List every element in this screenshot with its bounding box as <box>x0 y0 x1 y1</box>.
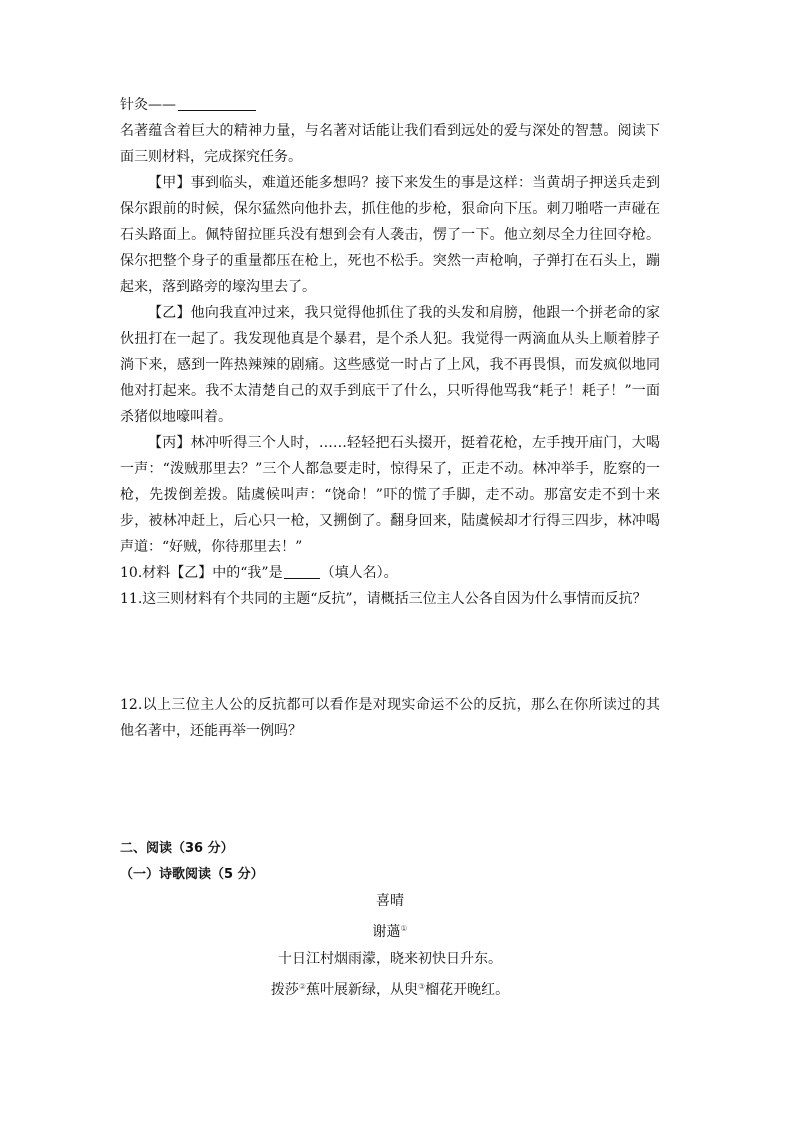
material-yi: 【乙】他向我直冲过来，我只觉得他抓住了我的头发和肩膀，他跟一个拼老命的家伙扭打在一起了。我发现他真是个暴君，是个杀人犯。我觉得一两滴血从头上顺着脖子淌下来，感到一阵热辣辣的剧痛。这些感觉一时占了上风，我不再畏惧，而发疯似地同他对打起来。我不太清楚自己的双手到底干了什么，只听得他骂我“耗子！耗子！”一面杀猪似地嚎叫着。 <box>120 305 660 425</box>
fill-blank-label: 针灸—— <box>120 97 176 113</box>
poem-title: 喜晴 <box>376 893 404 909</box>
poem-line-1: 十日江村烟雨濛，晓来初快日升东。 <box>278 951 502 967</box>
poem-line-2-part-b: 蕉叶展新绿，从臾 <box>306 982 418 998</box>
section-heading: 二、阅读（36 分） <box>120 841 234 856</box>
poem-author-line <box>120 915 660 946</box>
document-page <box>120 92 660 1004</box>
answer-blank[interactable] <box>178 96 256 111</box>
material-bing: 【丙】林冲听得三个人时，……轻轻把石头掇开，挺着花枪，左手拽开庙门，大喝一声：“泼贼那里去？”三个人都急要走时，惊得呆了，正走不动。林冲举手，肐察的一枪，先拨倒差拨。陆虞候叫声：“饶命！”吓的慌了手脚，走不动。那富安走不到十来步，被林冲赶上，后心只一枪，又搠倒了。翻身回来，陆虞候却才行得三四步，林冲喝声道：“好贼，你待那里去！” <box>120 435 660 555</box>
poem-block <box>120 888 660 1004</box>
section-subheading: （一）诗歌阅读（5 分） <box>120 867 264 882</box>
footnote-marker: ① <box>400 924 408 933</box>
fill-blank-line <box>120 92 660 118</box>
poem-line-2 <box>120 973 660 1004</box>
footnote-marker: ② <box>298 982 306 991</box>
question-11: 11.这三则材料有个共同的主题“反抗”，请概括三位主人公各自因为什么事情而反抗？ <box>120 591 647 607</box>
question-12-answer-space[interactable] <box>120 744 660 836</box>
question-10 <box>120 560 660 586</box>
intro-paragraph: 名著蕴含着巨大的精神力量，与名著对话能让我们看到远处的爱与深处的智慧。阅读下面三则材料，完成探究任务。 <box>120 123 660 165</box>
footnote-marker: ③ <box>418 982 426 991</box>
question-12: 12.以上三位主人公的反抗都可以看作是对现实命运不公的反抗，那么在你所读过的其他名著中，还能再举一例吗？ <box>120 697 660 739</box>
poem-line-2-part-a: 拨莎 <box>270 982 299 998</box>
poem-line-2-part-c: 榴花开晚红。 <box>425 982 510 998</box>
question-11-answer-space[interactable] <box>120 612 660 692</box>
question-10-blank[interactable] <box>284 564 320 579</box>
question-10-suffix: （填人名）。 <box>320 565 398 581</box>
question-10-text: 10.材料【乙】中的“我”是 <box>120 565 283 581</box>
material-jia: 【甲】事到临头，难道还能多想吗？接下来发生的事是这样：当黄胡子押送兵走到保尔跟前的时候，保尔猛然向他扑去，抓住他的步枪，狠命向下压。刺刀啪嗒一声碰在石头路面上。佩特留拉匪兵没有想到会有人袭击，愣了一下。他立刻尽全力往回夺枪。保尔把整个身子的重量都压在枪上，死也不松手。突然一声枪响，子弹打在石头上，蹦起来，落到路旁的壕沟里去了。 <box>120 175 660 295</box>
poem-author: 谢薖 <box>372 924 401 940</box>
